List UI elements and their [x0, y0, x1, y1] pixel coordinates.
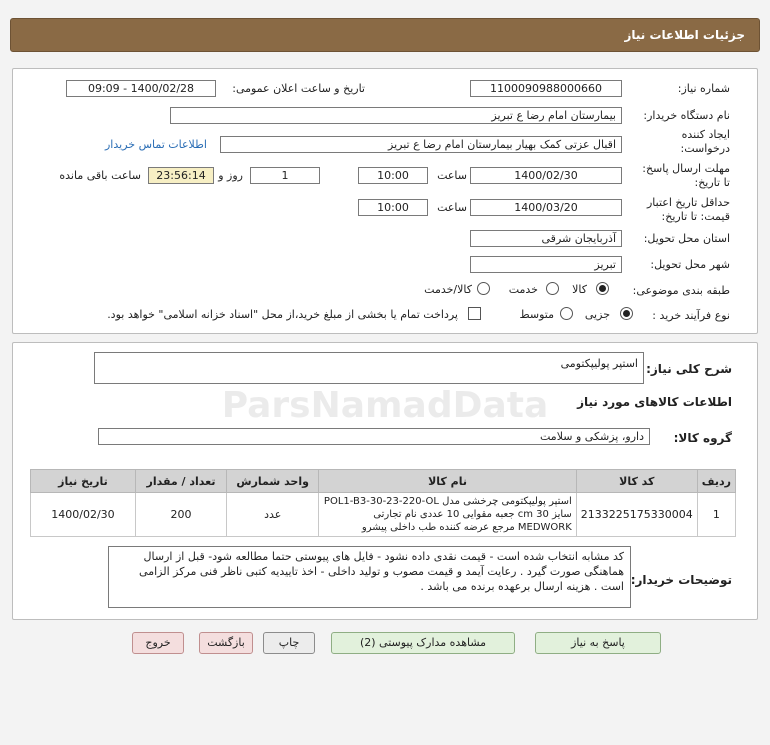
row-name: استپر پولیپکتومی چرخشی مدل POL1-B3-30-23-220-OL سایز 30 cm جعبه مقوایی 10 عددی نام تجارتی MEDWORK مرجع عرضه کننده طب داخلی پیشرو	[319, 493, 576, 537]
buyer-notes-field: کد مشابه انتخاب شده است - قیمت نقدی داده نشود - فایل های پیوستی حتما مطالعه شود- قبل از ارسال هماهنگی صورت گیرد . رعایت آیمد و قیمت مصوب و تولید داخلی - اخذ تاییدیه کتبی ناظر فنی مرکز الزامی است . هزینه ارسال برعهده برنده می باشد .	[108, 546, 631, 608]
goods-table-header	[31, 470, 736, 493]
treasury-payment-note: پرداخت تمام یا بخشی از مبلغ خرید،از محل "اسناد خزانه اسلامی" خواهد بود.	[107, 308, 458, 321]
category-goods-label: کالا	[572, 283, 587, 296]
price-validity-label: حداقل تاریخ اعتبار قیمت: تا تاریخ:	[646, 196, 730, 223]
col-row-header: ردیف	[697, 470, 735, 493]
category-label: طبقه بندی موضوعی:	[632, 284, 730, 297]
exit-button[interactable]: خروج	[132, 632, 184, 654]
print-button[interactable]: چاپ	[263, 632, 315, 654]
reply-button[interactable]: پاسخ به نیاز	[535, 632, 661, 654]
buyer-notes-label: توضیحات خریدار:	[630, 573, 732, 587]
row-date: 1400/02/30	[31, 493, 136, 537]
city-field: تبریز	[470, 256, 622, 273]
attachments-button[interactable]: مشاهده مدارک پیوستی (2)	[331, 632, 515, 654]
reply-time-field: 10:00	[358, 167, 428, 184]
goods-group-label: گروه کالا:	[673, 431, 732, 445]
reply-date-field: 1400/02/30	[470, 167, 622, 184]
buyer-contact-link[interactable]: اطلاعات تماس خریدار	[105, 138, 207, 151]
col-name-header: نام کالا	[319, 470, 576, 493]
announce-datetime-label: تاریخ و ساعت اعلان عمومی:	[232, 82, 365, 95]
purchase-medium-label: متوسط	[519, 308, 554, 321]
col-code-header: کد کالا	[576, 470, 697, 493]
province-label: استان محل تحویل:	[643, 232, 730, 245]
buyer-org-label: نام دستگاه خریدار:	[643, 109, 730, 122]
row-number: 1	[697, 493, 735, 537]
category-goods-radio[interactable]	[596, 282, 609, 295]
day-and-label: روز و	[218, 169, 243, 182]
col-unit-header: واحد شمارش	[227, 470, 319, 493]
row-unit: عدد	[227, 493, 319, 537]
days-remaining-field: 1	[250, 167, 320, 184]
row-qty: 200	[135, 493, 226, 537]
validity-time-label: ساعت	[437, 201, 467, 214]
need-number-field: 1100090988000660	[470, 80, 622, 97]
category-goods-service-label: کالا/خدمت	[424, 283, 472, 296]
purchase-medium-radio[interactable]	[560, 307, 573, 320]
page-title: جزئیات اطلاعات نیاز	[624, 28, 745, 42]
col-date-header: تاریخ نیاز	[31, 470, 136, 493]
category-service-label: خدمت	[508, 283, 538, 296]
requester-label: ایجاد کننده درخواست:	[680, 128, 730, 155]
treasury-payment-checkbox[interactable]	[468, 307, 481, 320]
goods-table	[30, 469, 736, 537]
purchase-partial-label: جزیی	[584, 308, 610, 321]
buyer-org-field: بیمارستان امام رضا ع تبریز	[170, 107, 622, 124]
purchase-type-label: نوع فرآیند خرید :	[652, 309, 730, 322]
need-number-label: شماره نیاز:	[677, 82, 730, 95]
city-label: شهر محل تحویل:	[650, 258, 730, 271]
remaining-time-field: 23:56:14	[148, 167, 214, 184]
reply-deadline-label: مهلت ارسال پاسخ: تا تاریخ:	[642, 162, 730, 189]
category-goods-service-radio[interactable]	[477, 282, 490, 295]
watermark-text: ParsNamadData	[221, 385, 549, 426]
remaining-label: ساعت باقی مانده	[59, 169, 141, 182]
goods-group-field: دارو، پزشکی و سلامت	[98, 428, 650, 445]
goods-info-heading: اطلاعات کالاهای مورد نیاز	[577, 395, 732, 409]
validity-date-field: 1400/03/20	[470, 199, 622, 216]
purchase-partial-radio[interactable]	[620, 307, 633, 320]
reply-time-label: ساعت	[437, 169, 467, 182]
validity-time-field: 10:00	[358, 199, 428, 216]
province-field: آذربایجان شرقی	[470, 230, 622, 247]
back-button[interactable]: بازگشت	[199, 632, 253, 654]
announce-datetime-field: 1400/02/28 - 09:09	[66, 80, 216, 97]
table-row	[31, 493, 736, 537]
category-service-radio[interactable]	[546, 282, 559, 295]
page-header	[10, 18, 760, 52]
overall-desc-field: استپر پولیپکتومی	[94, 352, 644, 384]
row-code: 2133225175330004	[576, 493, 697, 537]
overall-desc-label: شرح کلی نیاز:	[646, 362, 732, 376]
col-qty-header: تعداد / مقدار	[135, 470, 226, 493]
requester-field: اقبال عزتی کمک بهیار بیمارستان امام رضا ع تبریز	[220, 136, 622, 153]
